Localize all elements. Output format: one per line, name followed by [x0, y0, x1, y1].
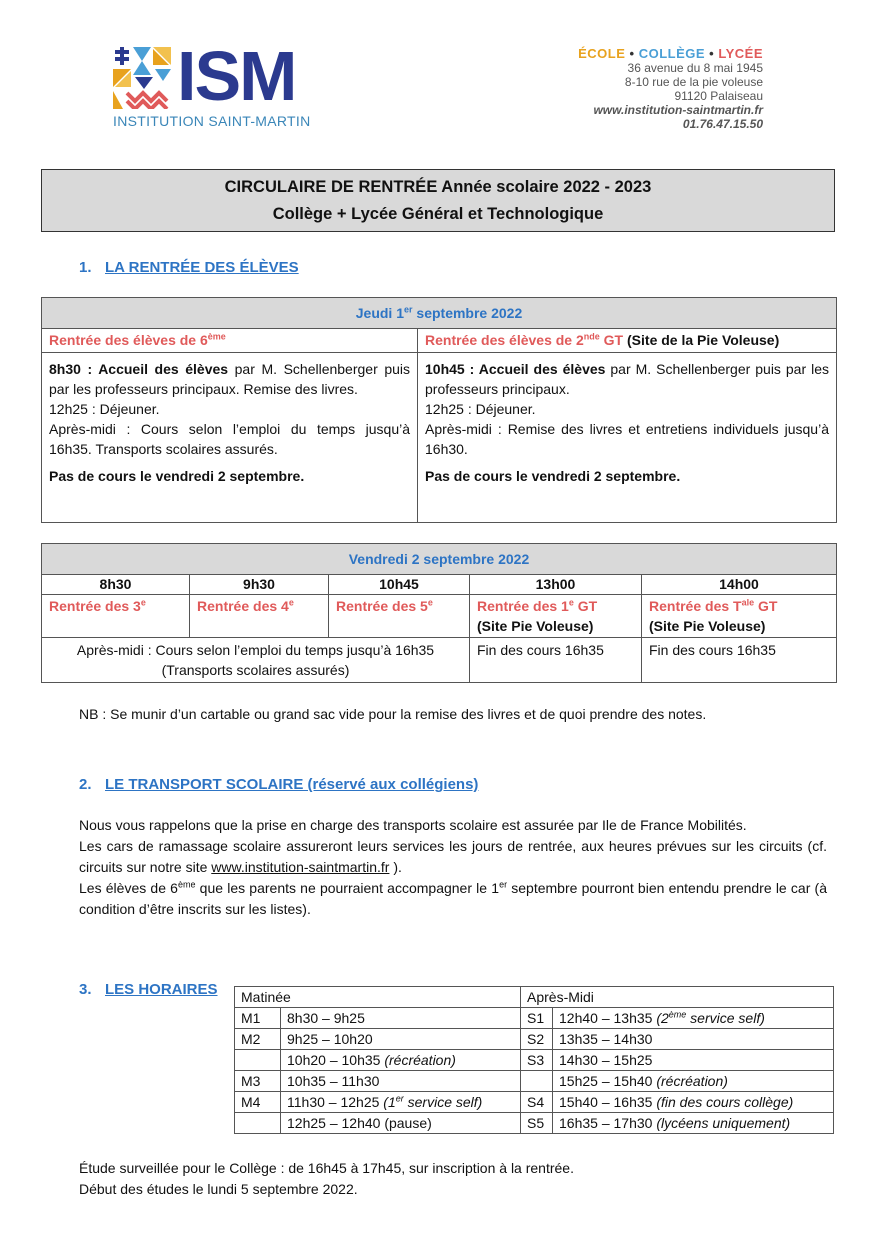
table-row: M2 9h25 – 10h20 S2 13h35 – 14h30 [235, 1029, 834, 1050]
time-cell: 8h30 [42, 575, 190, 595]
table-row: M3 10h35 – 11h30 15h25 – 15h40 (récréation) [235, 1071, 834, 1092]
footer-text [79, 1158, 574, 1200]
matinee-header: Matinée [235, 987, 521, 1008]
table-row: M1 8h30 – 9h25 S1 12h40 – 13h35 (2ème service self) [235, 1008, 834, 1029]
rentree-terminale: Rentrée des $T^{ale}$ GT (Site Pie Voleuse) [642, 595, 837, 638]
rentree-jeudi-table [41, 297, 837, 523]
rentree-4e: Rentrée des 4e [190, 595, 329, 638]
section-2-heading: 2. LE TRANSPORT SCOLAIRE (réservé aux collégiens) [79, 776, 479, 793]
table-row: 12h25 – 12h40 (pause) S5 16h35 – 17h30 (lycéens uniquement) [235, 1113, 834, 1134]
fin-cours-1e: Fin des cours 16h35 [470, 638, 642, 683]
rentree-1e: Rentrée des 1e GT (Site Pie Voleuse) [470, 595, 642, 638]
table-row: M4 11h30 – 12h25 (1er service self) S4 15h40 – 16h35 (fin des cours collège) [235, 1092, 834, 1113]
apresmidi-header: Après-Midi [521, 987, 834, 1008]
website-link[interactable]: www.institution-saintmartin.fr [211, 859, 390, 875]
document-title [41, 169, 835, 232]
address-phone: 01.76.47.15.50 [682, 117, 763, 131]
footer-line-1: Étude surveillée pour le Collège : de 16h45 à 17h45, sur inscription à la rentrée. [79, 1160, 574, 1176]
fin-cours-terminale: Fin des cours 16h35 [642, 638, 837, 683]
address-website: www.institution-saintmartin.fr [593, 103, 763, 117]
table-row: 10h20 – 10h35 (récréation) S3 14h30 – 15h25 [235, 1050, 834, 1071]
apres-midi-college: Après-midi : Cours selon l’emploi du temps jusqu’à 16h35 (Transports scolaires assurés) [42, 638, 470, 683]
table2-header: Vendredi 2 septembre 2022 [42, 544, 837, 575]
time-cell: 14h00 [642, 575, 837, 595]
rentree-vendredi-table [41, 543, 837, 683]
title-line-1: CIRCULAIRE DE RENTRÉE Année scolaire 2022 - 2023 [224, 178, 652, 196]
rentree-3e: Rentrée des 3e [42, 595, 190, 638]
address-line-2: 8-10 rue de la pie voleuse [624, 75, 763, 89]
table1-left-body: 8h30 : Accueil des élèves par M. Schellenberger puis par les professeurs principaux. Remise des livres. 12h25 : Déjeuner. Après-midi : Cours selon l’emploi du temps jusqu’à 16h35. Transports scolaires assurés. Pas de cours le vendredi 2 septembre. [42, 353, 418, 523]
logo-subtitle: INSTITUTION SAINT-MARTIN [113, 113, 311, 129]
address-block [578, 47, 763, 131]
logo-text: ISM [177, 37, 296, 115]
horaires-table [234, 986, 834, 1134]
address-line-3: 91120 Palaiseau [674, 89, 763, 103]
title-line-2: Collège + Lycée Général et Technologique [272, 205, 604, 223]
transport-text: Nous vous rappelons que la prise en charge des transports scolaire est assurée par Ile de France Mobilités. Les cars de ramassage scolaire assureront leurs services les jours de rentrée, aux heures prévues sur les circuits (cf. circuits sur notre site www.institution-saintmartin.fr ). Les élèves de 6ème que les parents ne pourraient accompagner le 1er septembre pourront bien entendu prendre le car (à condition d’être inscrits sur les listes). [79, 817, 827, 917]
school-levels: ÉCOLE • COLLÈGE • LYCÉE [578, 46, 763, 61]
section-1-heading: 1. LA RENTRÉE DES ÉLÈVES [79, 259, 299, 276]
time-cell: 10h45 [329, 575, 470, 595]
section-3-heading: 3. LES HORAIRES [79, 981, 218, 998]
footer-line-2: Début des études le lundi 5 septembre 2022. [79, 1181, 358, 1197]
table1-right-subtitle: Rentrée des élèves de 2nde GT (Site de la Pie Voleuse) [418, 329, 837, 353]
logo-mark-icon [113, 47, 171, 109]
table1-header: Jeudi 1er septembre 2022 [42, 298, 837, 329]
table1-left-subtitle: Rentrée des élèves de 6ème [42, 329, 418, 353]
time-cell: 9h30 [190, 575, 329, 595]
address-line-1: 36 avenue du 8 mai 1945 [627, 61, 763, 75]
table1-right-body: 10h45 : Accueil des élèves par M. Schellenberger puis par les professeurs principaux. 12h25 : Déjeuner. Après-midi : Remise des livres et entretiens individuels jusqu’à 16h30. Pas de cours le vendredi 2 septembre. [418, 353, 837, 523]
nb-note: NB : Se munir d’un cartable ou grand sac vide pour la remise des livres et de quoi prendre des notes. [79, 706, 707, 722]
rentree-5e: Rentrée des 5e [329, 595, 470, 638]
time-cell: 13h00 [470, 575, 642, 595]
